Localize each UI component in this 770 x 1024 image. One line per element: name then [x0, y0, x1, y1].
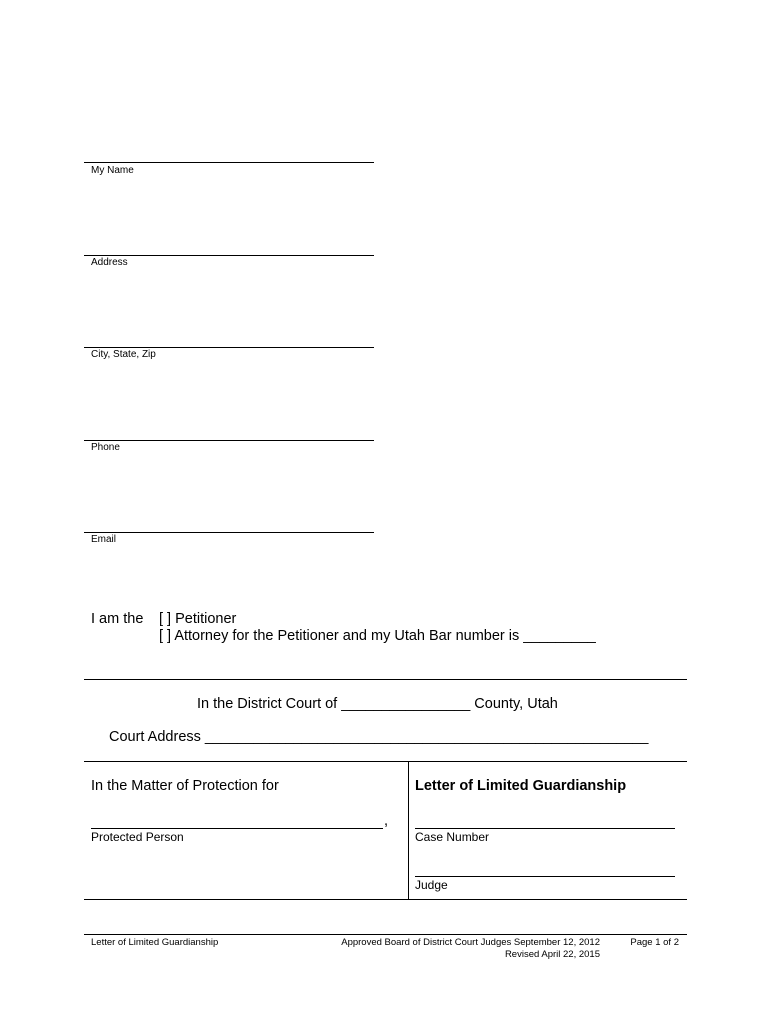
court-top-rule	[84, 679, 687, 680]
protected-person-line[interactable]	[91, 828, 383, 829]
case-number-label: Case Number	[415, 830, 490, 844]
my-name-label: My Name	[91, 165, 134, 176]
attorney-option[interactable]: [ ] Attorney for the Petitioner and my Utah Bar number is _________	[159, 628, 596, 644]
judge-label: Judge	[415, 878, 448, 892]
address-label: Address	[91, 257, 128, 268]
footer-revised: Revised April 22, 2015	[504, 949, 600, 960]
role-intro: I am the	[91, 611, 144, 627]
district-court-line: In the District Court of ________________ County, Utah	[197, 696, 558, 712]
caption-bottom-rule	[84, 899, 687, 900]
email-line[interactable]	[84, 532, 374, 533]
my-name-line[interactable]	[84, 162, 374, 163]
case-number-line[interactable]	[415, 828, 675, 829]
footer-approved: Approved Board of District Court Judges September 12, 2012	[341, 937, 600, 948]
email-label: Email	[91, 534, 117, 545]
footer-rule	[84, 934, 687, 935]
matter-label: In the Matter of Protection for	[91, 778, 279, 794]
court-address-line: Court Address _______________________________________________________	[109, 729, 649, 745]
city-state-zip-label: City, State, Zip	[91, 349, 156, 360]
footer-form-name: Letter of Limited Guardianship	[91, 937, 219, 948]
city-state-zip-line[interactable]	[84, 347, 374, 348]
phone-label: Phone	[91, 442, 120, 453]
protected-person-label: Protected Person	[91, 830, 184, 844]
petitioner-option[interactable]: [ ] Petitioner	[159, 611, 237, 627]
document-title: Letter of Limited Guardianship	[415, 778, 627, 794]
caption-top-rule	[84, 761, 687, 762]
phone-line[interactable]	[84, 440, 374, 441]
protected-person-comma: ,	[384, 813, 389, 829]
judge-line[interactable]	[415, 876, 675, 877]
footer-page-number: Page 1 of 2	[630, 937, 679, 948]
address-line[interactable]	[84, 255, 374, 256]
caption-divider	[408, 761, 409, 900]
